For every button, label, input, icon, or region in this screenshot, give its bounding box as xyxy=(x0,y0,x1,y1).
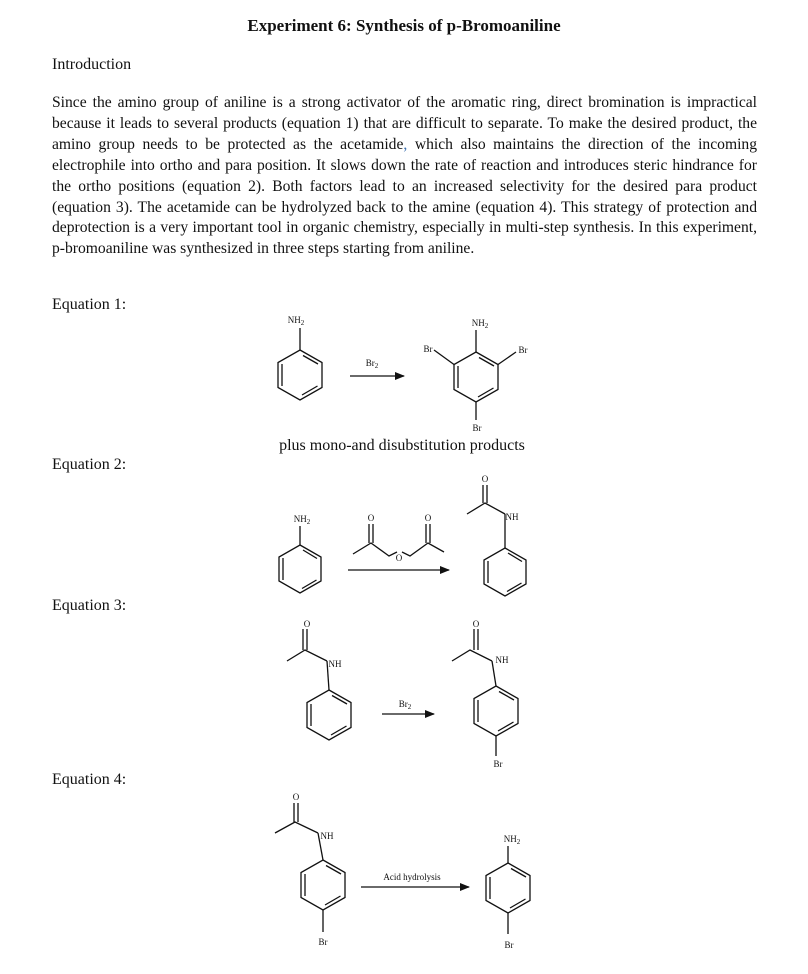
equation-3-label: Equation 3: xyxy=(52,597,127,614)
eq4-reagent: Acid hydrolysis xyxy=(383,872,441,882)
eq2-anhydride-carbonyl-o-2: O xyxy=(424,513,432,523)
eq3-product-carbonyl-o: O xyxy=(472,619,480,629)
eq4-p-bromoaniline xyxy=(486,846,530,934)
eq2-anhydride-bridge-o: O xyxy=(395,553,403,563)
eq3-product-br: Br xyxy=(493,759,503,769)
equation-2-label: Equation 2: xyxy=(52,456,127,473)
eq3-reactant-carbonyl-o: O xyxy=(303,619,311,629)
eq3-p-bromoacetanilide xyxy=(452,629,518,756)
eq1-product-amine: $NH_2$ xyxy=(471,318,489,330)
equation-4-scheme xyxy=(275,803,530,934)
equation-3-scheme xyxy=(287,629,518,756)
eq1-aniline-ring xyxy=(278,328,322,400)
eq2-reactant-amine: $NH_2$ xyxy=(293,514,311,526)
eq1-reagent: $Br_2$ xyxy=(365,358,379,370)
eq4-reactant-carbonyl-o: O xyxy=(292,792,300,802)
eq4-product-br: Br xyxy=(504,940,514,950)
eq4-reactant-br: Br xyxy=(318,937,328,947)
eq1-tribromoaniline-ring xyxy=(434,330,516,420)
eq1-reactant-amine: $NH_2$ xyxy=(287,315,305,327)
equation-2-scheme xyxy=(279,485,526,596)
eq2-acetanilide xyxy=(467,485,526,596)
equation-1-label: Equation 1: xyxy=(52,296,127,313)
eq1-product-br-left: Br xyxy=(423,344,433,354)
eq1-product-br-bottom: Br xyxy=(472,423,482,433)
introduction-comma: , xyxy=(403,135,408,153)
eq2-acetic-anhydride xyxy=(353,524,444,556)
equation-1-labels xyxy=(279,315,527,454)
eq1-product-br-right: Br xyxy=(518,345,528,355)
eq2-product-nh: NH xyxy=(505,512,519,522)
equation-2-labels xyxy=(294,474,519,563)
eq2-aniline-ring xyxy=(279,526,321,593)
eq2-anhydride-carbonyl-o-1: O xyxy=(367,513,375,523)
introduction-text-part-2: which also maintains the direction of the incoming electrophile into ortho and para position. It slows down the rate of reaction and introduces steric hindrance for the ortho positions (equation 2). Both factors lead to an increased selectivity for the desired para product (equation 3). The acetamide can be hydrolyzed back to the amine (equation 4). This strategy of protection and deprotection is a very important tool in organic chemistry, especially in multi-step synthesis. In this experiment, p-bromoaniline was synthesized in three steps starting from aniline. xyxy=(52,135,757,258)
eq1-note: plus mono-and disubstitution products xyxy=(279,437,525,454)
page-title: Experiment 6: Synthesis of p-Bromoaniline xyxy=(247,16,561,35)
equation-4-labels xyxy=(293,792,521,950)
eq4-product-amine: $NH_2$ xyxy=(503,834,521,846)
introduction-text-part-1: Since the amino group of aniline is a strong activator of the aromatic ring, direct bromination is impractical because it leads to several products (equation 1) that are difficult to separate. To make the desired product, the amino group needs to be protected as the acetamide xyxy=(52,94,757,153)
eq3-product-nh: NH xyxy=(495,655,509,665)
eq3-reactant-nh: NH xyxy=(328,659,342,669)
equation-1-scheme xyxy=(278,328,516,420)
eq3-acetanilide xyxy=(287,629,351,740)
eq4-p-bromoacetanilide xyxy=(275,803,345,932)
eq3-reagent: $Br_2$ xyxy=(398,699,412,711)
equation-4-label: Equation 4: xyxy=(52,771,127,788)
eq4-reactant-nh: NH xyxy=(320,831,334,841)
eq2-product-carbonyl-o: O xyxy=(481,474,489,484)
introduction-heading: Introduction xyxy=(52,56,132,73)
